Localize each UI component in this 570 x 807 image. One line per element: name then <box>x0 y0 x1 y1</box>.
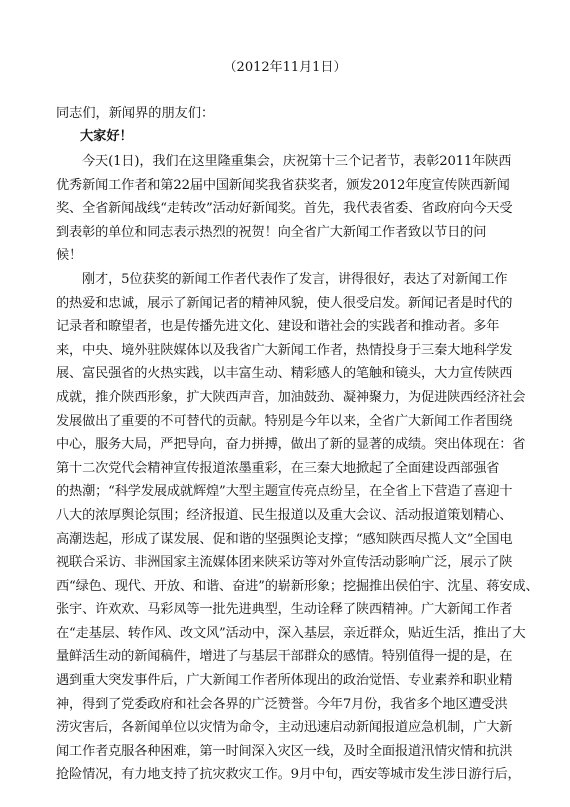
text-line: 奖、全省新闻战线“走转改”活动好新闻奖。首先，我代表省委、省政府向今天受 <box>56 201 513 217</box>
text-line: 刚才，5位获奖的新闻工作者代表作了发言，讲得很好，表达了对新闻工作 <box>82 271 508 287</box>
text-line: 的热潮；“科学发展成就辉煌”大型主题宣传亮点纷呈，在全省上下营造了喜迎十 <box>56 484 513 500</box>
text-line: 八大的浓厚舆论氛围；经济报道、民生报道以及重大会议、活动报道策划精心、 <box>56 507 513 523</box>
text-line: 遇到重大突发事件后，广大新闻工作者所体现出的政治觉悟、专业素养和职业精 <box>56 673 513 689</box>
text-line: 记录者和瞭望者，也是传播先进文化、建设和谐社会的实践者和推动者。多年 <box>56 319 500 335</box>
text-line: 抢险情况，有力地支持了抗灾救灾工作。9月中旬，西安等城市发生涉日游行后， <box>56 767 521 783</box>
text-line: 第十二次党代会精神宣传报道浓墨重彩，在三秦大地掀起了全面建设西部强省 <box>56 460 500 476</box>
paragraph-1 <box>56 150 516 268</box>
text-line: 量鲜活生动的新闻稿件，增进了与基层干部群众的感情。特别值得一提的是，在 <box>56 649 513 665</box>
text-line: 闻工作者克服各种困难，第一时间深入灾区一线，及时全面报道汛情灾情和抗洪 <box>56 743 513 759</box>
salutation: 同志们，新闻界的朋友们： <box>56 106 215 121</box>
text-line: 发展做出了重要的不可替代的贡献。特别是今年以来，全省广大新闻工作者围绕 <box>56 413 513 429</box>
text-line: 优秀新闻工作者和第22届中国新闻奖我省获奖者，颁发2012年度宣传陕西新闻 <box>56 177 510 193</box>
text-line: 高潮迭起，形成了谋发展、促和谐的坚强舆论支撑；“感知陕西尽揽人文”全国电 <box>56 531 513 547</box>
speech-body <box>56 150 539 787</box>
text-line: 成就，推介陕西形象，扩大陕西声音，加油鼓劲、凝神聚力，为促进陕西经济社会 <box>56 389 526 405</box>
text-line: 来，中央、境外驻陕媒体以及我省广大新闻工作者，热情投身于三秦大地科学发 <box>56 342 513 358</box>
text-line: 到表彰的单位和同志表示热烈的祝贺！向全省广大新闻工作者致以节日的问 <box>56 224 487 240</box>
text-line: 神，得到了党委政府和社会各界的广泛赞誉。今年7月份，我省多个地区遭受洪 <box>56 696 508 712</box>
text-line: 在“走基层、转作风、改文风”活动中，深入基层，亲近群众，贴近生活，推出了大 <box>56 625 526 641</box>
text-line: 展、富民强省的火热实践，以丰富生动、精彩感人的笔触和镜头，大力宣传陕西 <box>56 366 513 382</box>
text-line: 候！ <box>56 248 83 264</box>
text-line: 涝灾害后，各新闻单位以灾情为命令，主动迅速启动新闻报道应急机制，广大新 <box>56 720 513 736</box>
text-line: 的热爱和忠诚，展示了新闻记者的精神风貌，使人很受启发。新闻记者是时代的 <box>56 295 513 311</box>
text-line: 中心，服务大局，严把导向，奋力拼搏，做出了新的显著的成绩。突出体现在：省 <box>56 437 526 453</box>
text-line: 今天(1日)，我们在这里隆重集会，庆祝第十三个记者节，表彰2011年陕西 <box>82 154 512 169</box>
paragraph-2 <box>56 268 539 787</box>
speech-date: （2012年11月1日） <box>223 60 347 75</box>
text-line: 西“绿色、现代、开放、和谐、奋进”的崭新形象；挖掘推出侯伯宇、沈星、蒋安成、 <box>56 578 539 594</box>
greeting: 大家好！ <box>80 129 133 144</box>
text-line: 视联合采访、非洲国家主流媒体团来陕采访等对外宣传活动影响广泛，展示了陕 <box>56 555 513 571</box>
text-line: 张宇、许欢欢、马彩凤等一批先进典型，生动诠释了陕西精神。广大新闻工作者 <box>56 602 513 618</box>
